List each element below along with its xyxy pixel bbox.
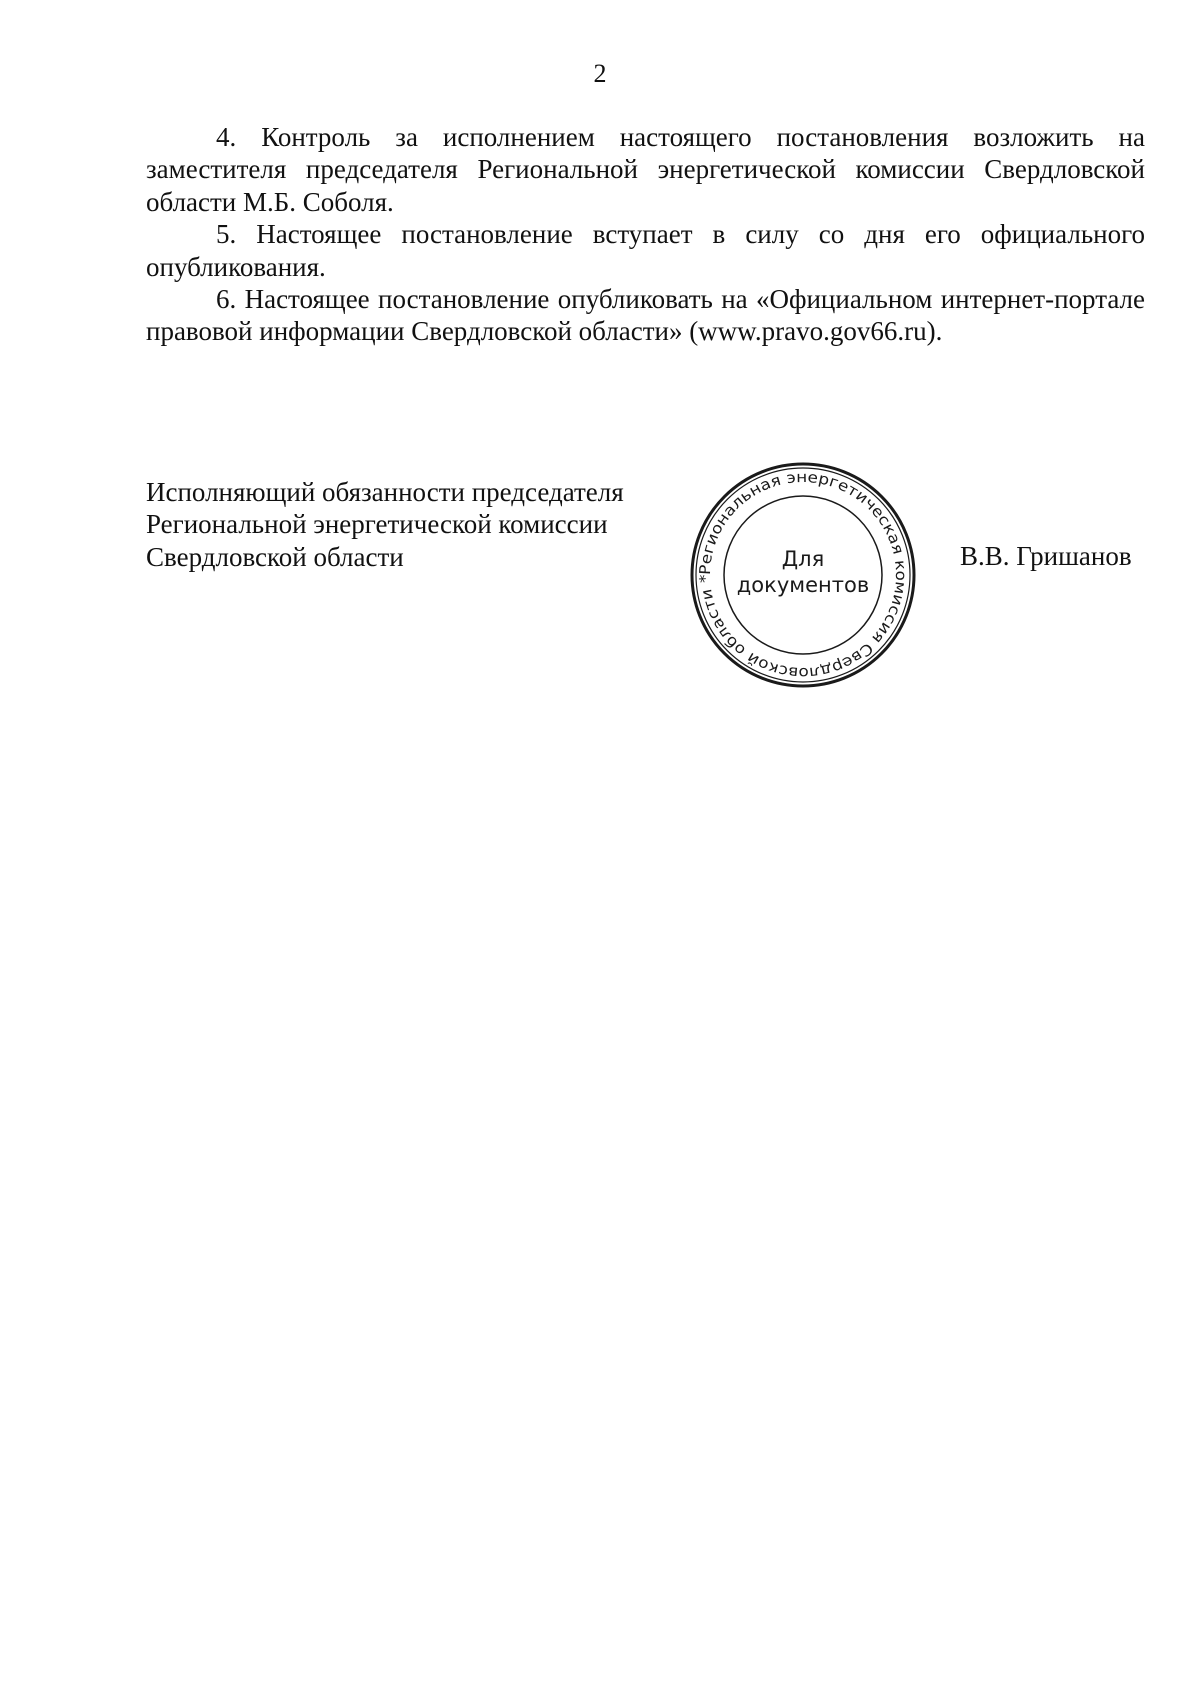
seal-center-line-1: Для [781,547,825,571]
signatory-position [146,476,666,573]
official-seal [688,460,918,690]
paragraph-4: 4. Контроль за исполнением настоящего постановления возложить на заместителя председателя Региональной энергетической комиссии Свердловской области М.Б. Соболя. [146,122,1145,217]
document-body [146,121,1145,348]
signatory-position-line-1: Исполняющий обязанности председателя [146,477,624,507]
seal-ring-text-path: Региональная энергетическая комиссия Свердловской области * [695,467,911,683]
page-number: 2 [593,59,607,88]
paragraph-6: 6. Настоящее постановление опубликовать на «Официальном интернет-портале правовой информации Свердловской области» (www.pravo.gov66.ru). [146,284,1145,347]
paragraph-5: 5. Настоящее постановление вступает в силу со дня его официального опубликования. [146,219,1145,282]
signatory-name: В.В. Гришанов [960,541,1132,571]
signatory-position-line-2: Региональной энергетической комиссии [146,509,608,540]
seal-center-line-2: документов [736,573,870,597]
signatory-position-line-3: Свердловской области [146,541,404,572]
